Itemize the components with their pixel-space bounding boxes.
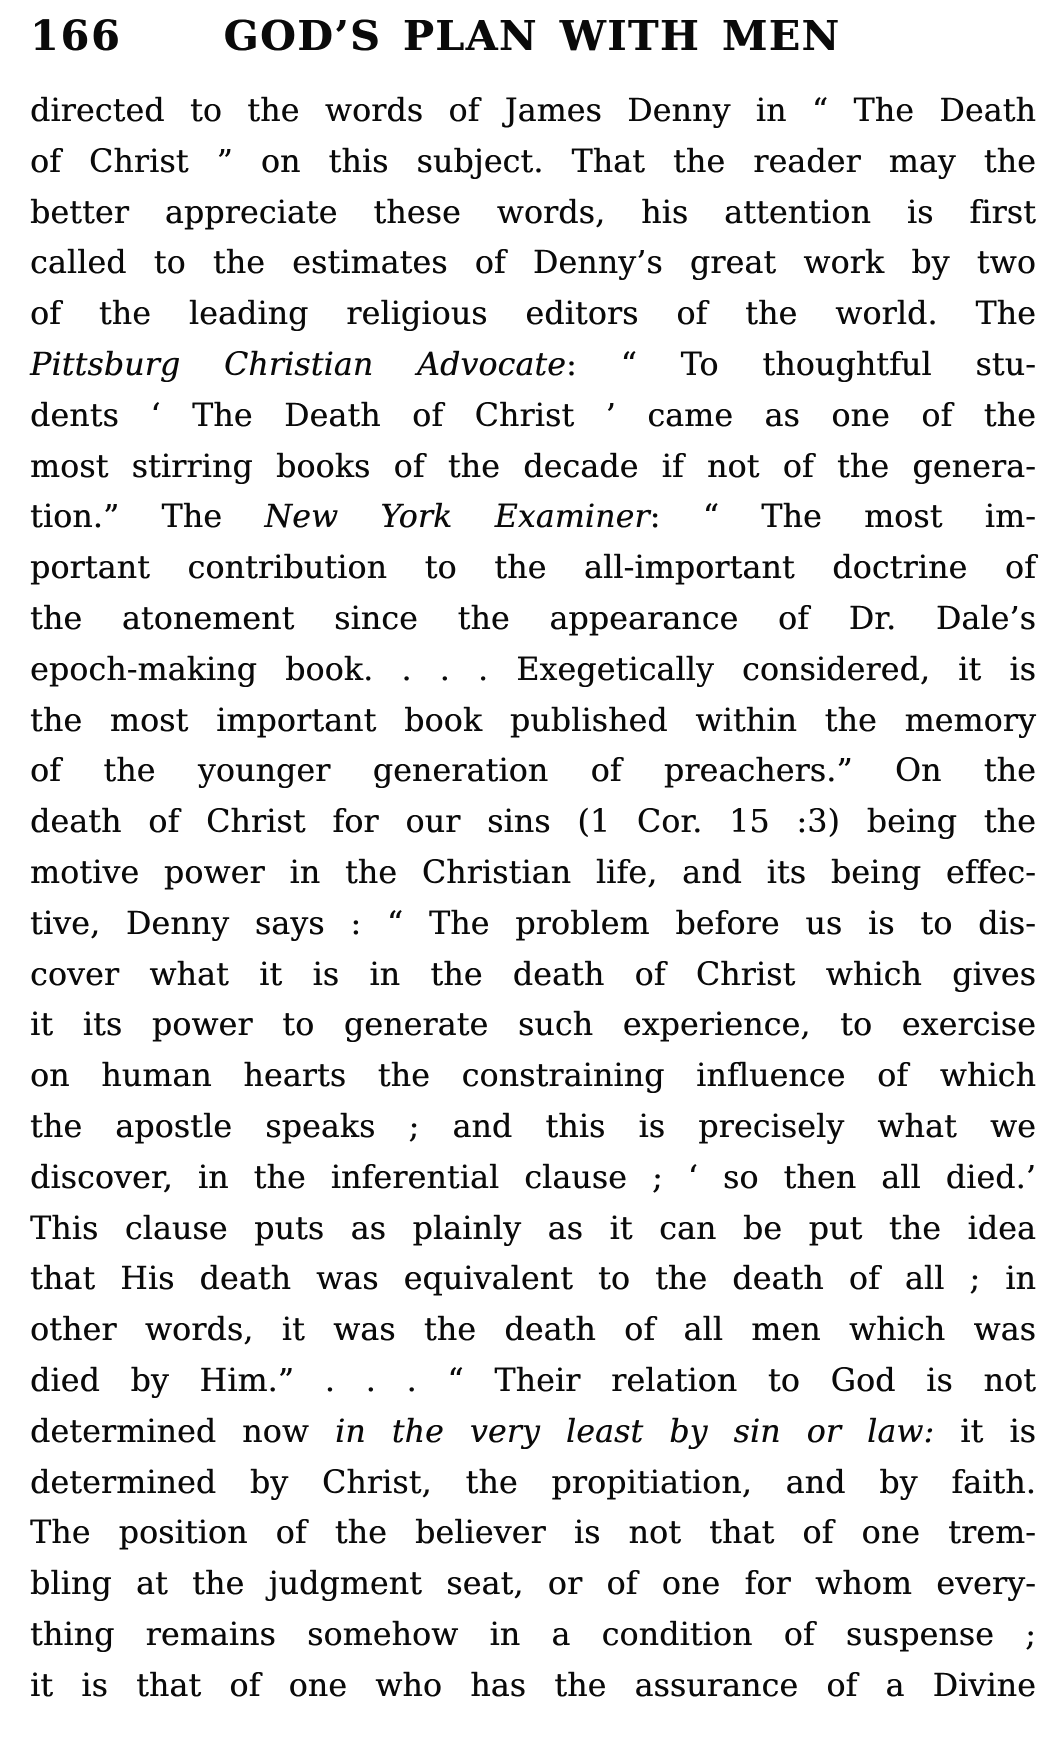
text-segment: death of Christ for our sins (1 Cor. 15 :3) being the: [30, 804, 1036, 841]
text-line: [30, 86, 1036, 137]
text-line: [30, 543, 1036, 594]
text-segment: other words, it was the death of all men which was: [30, 1312, 1036, 1349]
text-line: [30, 746, 1036, 797]
text-line: [30, 645, 1036, 696]
text-segment: that His death was equivalent to the death of all ; in: [30, 1261, 1036, 1298]
text-segment: tive, Denny says : “ The problem before us is to dis-: [30, 905, 1036, 942]
page-number: 166: [30, 12, 122, 60]
text-line: [30, 950, 1036, 1001]
body-text: [30, 86, 1036, 1712]
text-segment: motive power in the Christian life, and its being effec-: [30, 854, 1036, 891]
text-line: [30, 1407, 1036, 1458]
text-segment: tion.” The: [30, 499, 265, 536]
text-segment: called to the estimates of Denny’s great work by two: [30, 245, 1036, 282]
text-segment: portant contribution to the all-important doctrine of: [30, 550, 1036, 587]
text-line: [30, 442, 1036, 493]
text-segment: the apostle speaks ; and this is precisely what we: [30, 1108, 1036, 1145]
text-segment: of Christ ” on this subject. That the reader may the: [30, 143, 1036, 180]
text-segment: better appreciate these words, his attention is first: [30, 194, 1036, 231]
text-segment: died by Him.” . . . “ Their relation to God is not: [30, 1362, 1036, 1399]
text-segment: This clause puts as plainly as it can be put the idea: [30, 1210, 1036, 1247]
text-segment: it its power to generate such experience, to exercise: [30, 1007, 1036, 1044]
text-line: [30, 1661, 1036, 1712]
text-line: [30, 1458, 1036, 1509]
text-line: [30, 289, 1036, 340]
text-line: [30, 137, 1036, 188]
text-line: [30, 899, 1036, 950]
text-segment: it is that of one who has the assurance of a Divine: [30, 1667, 1036, 1704]
text-line: [30, 848, 1036, 899]
text-line: [30, 340, 1036, 391]
italic-text-segment: Pittsburg Christian Advocate: [30, 346, 567, 383]
text-line: [30, 1356, 1036, 1407]
text-line: [30, 1610, 1036, 1661]
text-line: [30, 492, 1036, 543]
page-header: [0, 12, 1064, 68]
running-title: GOD’S PLAN WITH MEN: [223, 12, 841, 60]
text-segment: : “ To thoughtful stu-: [566, 346, 1036, 383]
text-segment: : “ The most im-: [649, 499, 1036, 536]
text-segment: determined now: [30, 1413, 335, 1450]
text-segment: on human hearts the constraining influence of which: [30, 1058, 1036, 1095]
text-segment: discover, in the inferential clause ; ‘ so then all died.’: [30, 1159, 1036, 1196]
text-line: [30, 696, 1036, 747]
text-segment: The position of the believer is not that of one trem-: [30, 1515, 1036, 1552]
text-line: [30, 1204, 1036, 1255]
text-line: [30, 594, 1036, 645]
text-line: [30, 391, 1036, 442]
text-line: [30, 1153, 1036, 1204]
text-segment: cover what it is in the death of Christ which gives: [30, 956, 1036, 993]
text-line: [30, 1305, 1036, 1356]
text-segment: the atonement since the appearance of Dr. Dale’s: [30, 600, 1036, 637]
text-segment: of the leading religious editors of the world. The: [30, 296, 1036, 333]
text-segment: directed to the words of James Denny in “ The Death: [30, 93, 1036, 129]
italic-text-segment: in the very least by sin or law:: [334, 1413, 935, 1450]
text-segment: most stirring books of the decade if not of the genera-: [30, 448, 1036, 485]
text-segment: dents ‘ The Death of Christ ’ came as one of the: [30, 397, 1036, 434]
text-segment: epoch-making book. . . . Exegetically considered, it is: [30, 651, 1036, 688]
text-segment: of the younger generation of preachers.” On the: [30, 753, 1036, 790]
text-line: [30, 1051, 1036, 1102]
text-segment: bling at the judgment seat, or of one for whom every-: [30, 1566, 1036, 1603]
text-line: [30, 1508, 1036, 1559]
italic-text-segment: New York Examiner: [264, 499, 650, 536]
text-segment: the most important book published within the memory: [30, 702, 1036, 739]
text-line: [30, 1254, 1036, 1305]
text-line: [30, 188, 1036, 239]
text-line: [30, 238, 1036, 289]
text-line: [30, 1000, 1036, 1051]
text-segment: it is: [934, 1413, 1036, 1450]
text-segment: thing remains somehow in a condition of suspense ;: [30, 1616, 1036, 1653]
text-segment: determined by Christ, the propitiation, and by faith.: [30, 1464, 1036, 1501]
text-line: [30, 1102, 1036, 1153]
text-line: [30, 797, 1036, 848]
text-line: [30, 1559, 1036, 1610]
